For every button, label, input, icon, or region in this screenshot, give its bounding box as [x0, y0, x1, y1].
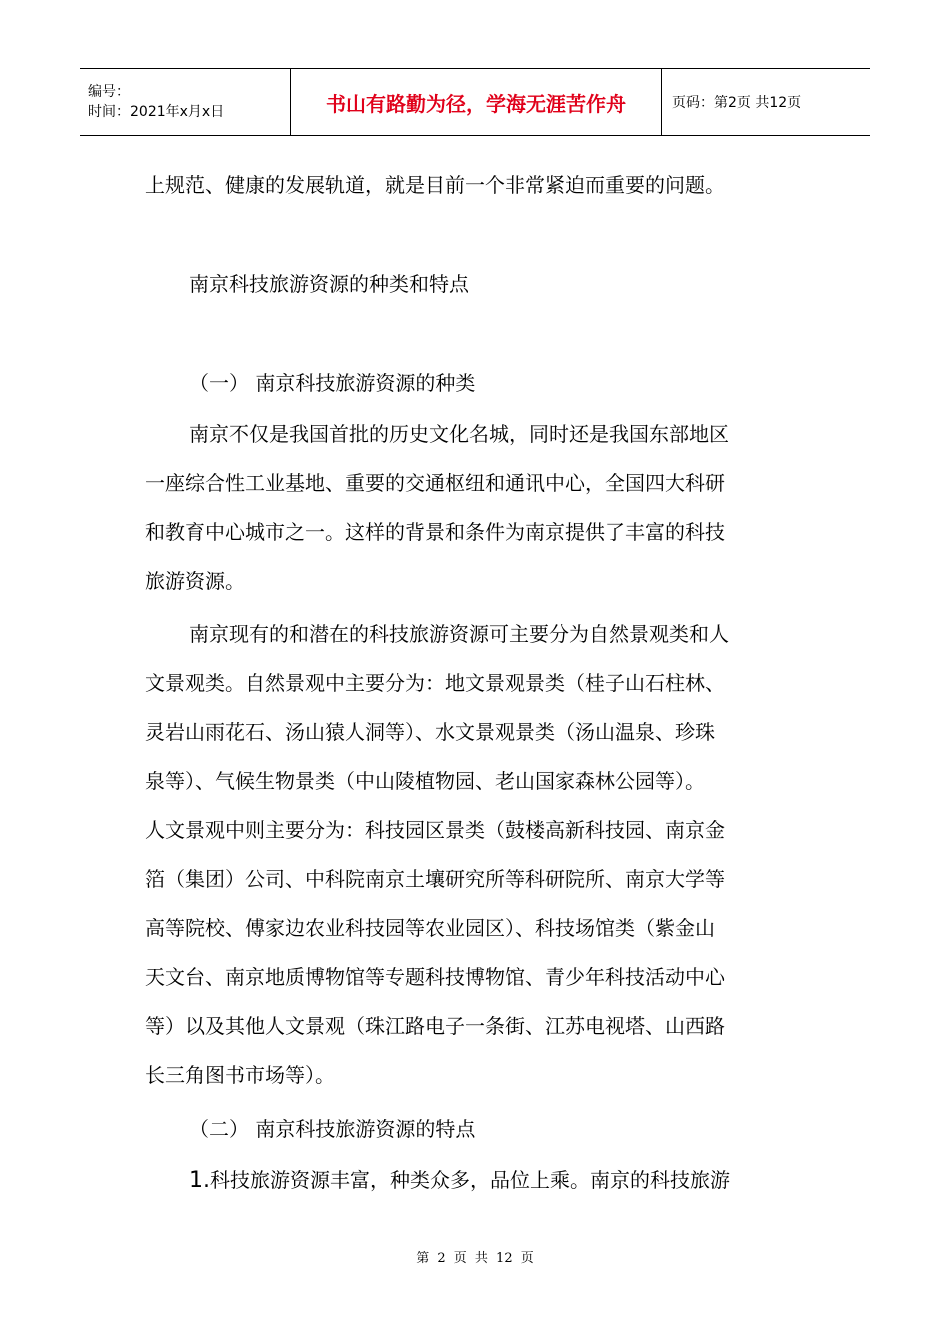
date-label: 时间：2021年x月x日 — [88, 104, 225, 120]
paragraph-line: 灵岩山雨花石、汤山猿人洞等）、水文景观景类（汤山温泉、珍珠 — [145, 720, 715, 744]
paragraph-line: 一座综合性工业基地、重要的交通枢纽和通讯中心，全国四大科研 — [145, 471, 725, 495]
paragraph-line: 高等院校、傅家边农业科技园等农业园区）、科技场馆类（紫金山 — [145, 916, 715, 940]
paragraph-line: 长三角图书市场等）。 — [145, 1063, 335, 1087]
page-header — [80, 68, 870, 136]
list-item — [145, 1156, 849, 1205]
paragraph-line: 南京现有的和潜在的科技旅游资源可主要分为自然景观类和人 — [189, 622, 729, 646]
section-heading: 南京科技旅游资源的种类和特点 — [189, 272, 469, 296]
header-meta — [80, 69, 291, 136]
paragraph-line: 箔（集团）公司、中科院南京土壤研究所等科研院所、南京大学等 — [145, 867, 725, 891]
paragraph-line: 天文台、南京地质博物馆等专题科技博物馆、青少年科技活动中心 — [145, 965, 725, 989]
paragraph-line: 南京不仅是我国首批的历史文化名城，同时还是我国东部地区 — [189, 422, 729, 446]
list-item-number: 1. — [189, 1168, 210, 1193]
subsection-heading: （二） 南京科技旅游资源的特点 — [189, 1117, 476, 1141]
header-page-info: 页码：第2页 共12页 — [662, 69, 871, 136]
paragraph-line: 上规范、健康的发展轨道，就是目前一个非常紧迫而重要的问题。 — [145, 173, 725, 197]
paragraph-line: 等）以及其他人文景观（珠江路电子一条街、江苏电视塔、山西路 — [145, 1014, 725, 1038]
paragraph-line: 旅游资源。 — [145, 569, 245, 593]
paragraph-line: 泉等）、气候生物景类（中山陵植物园、老山国家森林公园等）。 — [145, 769, 705, 793]
serial-number-label: 编号： — [88, 84, 130, 100]
paragraph-line: 文景观类。自然景观中主要分为：地文景观景类（桂子山石柱林、 — [145, 671, 725, 695]
list-item-text: 科技旅游资源丰富，种类众多，品位上乘。南京的科技旅游 — [210, 1168, 730, 1192]
paragraph-line: 人文景观中则主要分为：科技园区景类（鼓楼高新科技园、南京金 — [145, 818, 725, 842]
subsection-heading: （一） 南京科技旅游资源的种类 — [189, 371, 476, 395]
page-footer: 第 2 页 共 12 页 — [416, 1251, 534, 1266]
paragraph-line: 和教育中心城市之一。这样的背景和条件为南京提供了丰富的科技 — [145, 520, 725, 544]
header-motto: 书山有路勤为径，学海无涯苦作舟 — [291, 69, 662, 136]
